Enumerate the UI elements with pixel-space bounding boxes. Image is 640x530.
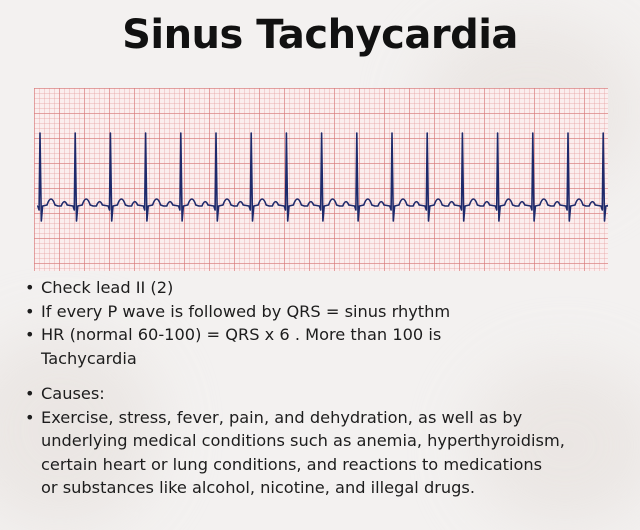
bullet-list-main — [22, 276, 640, 370]
bullet-text: certain heart or lung conditions, and reactions to medications — [41, 454, 543, 474]
bullet-item — [22, 276, 640, 300]
slide-title: Sinus Tachycardia — [122, 12, 518, 58]
bullet-text: Exercise, stress, fever, pain, and dehydration, as well as by — [41, 407, 523, 427]
bullet-item — [22, 406, 640, 500]
notes-content — [22, 276, 640, 500]
bullet-item — [22, 300, 640, 324]
bullet-dot: • — [25, 278, 35, 297]
bullet-text: HR (normal 60-100) = QRS x 6 . More than 100 is — [41, 325, 442, 344]
bullet-text: Tachycardia — [41, 348, 137, 368]
section-spacer — [22, 370, 640, 382]
ecg-waveform — [38, 133, 608, 221]
bullet-item — [22, 323, 640, 370]
bullet-dot: • — [25, 301, 35, 321]
bullet-text: underlying medical conditions such as anemia, hyperthyroidism, — [41, 431, 565, 450]
bullet-list-causes — [22, 382, 640, 500]
bullet-dot: • — [25, 407, 35, 427]
ecg-strip — [34, 88, 608, 271]
bullet-item — [22, 382, 640, 406]
bullet-text: Causes: — [41, 384, 105, 403]
bullet-dot: • — [25, 325, 35, 344]
bullet-dot: • — [25, 384, 35, 403]
bullet-text: or substances like alcohol, nicotine, and illegal drugs. — [41, 478, 475, 497]
ecg-trace — [34, 88, 608, 271]
bullet-text: Check lead II (2) — [41, 278, 174, 297]
bullet-text: If every P wave is followed by QRS = sinus rhythm — [41, 301, 451, 321]
